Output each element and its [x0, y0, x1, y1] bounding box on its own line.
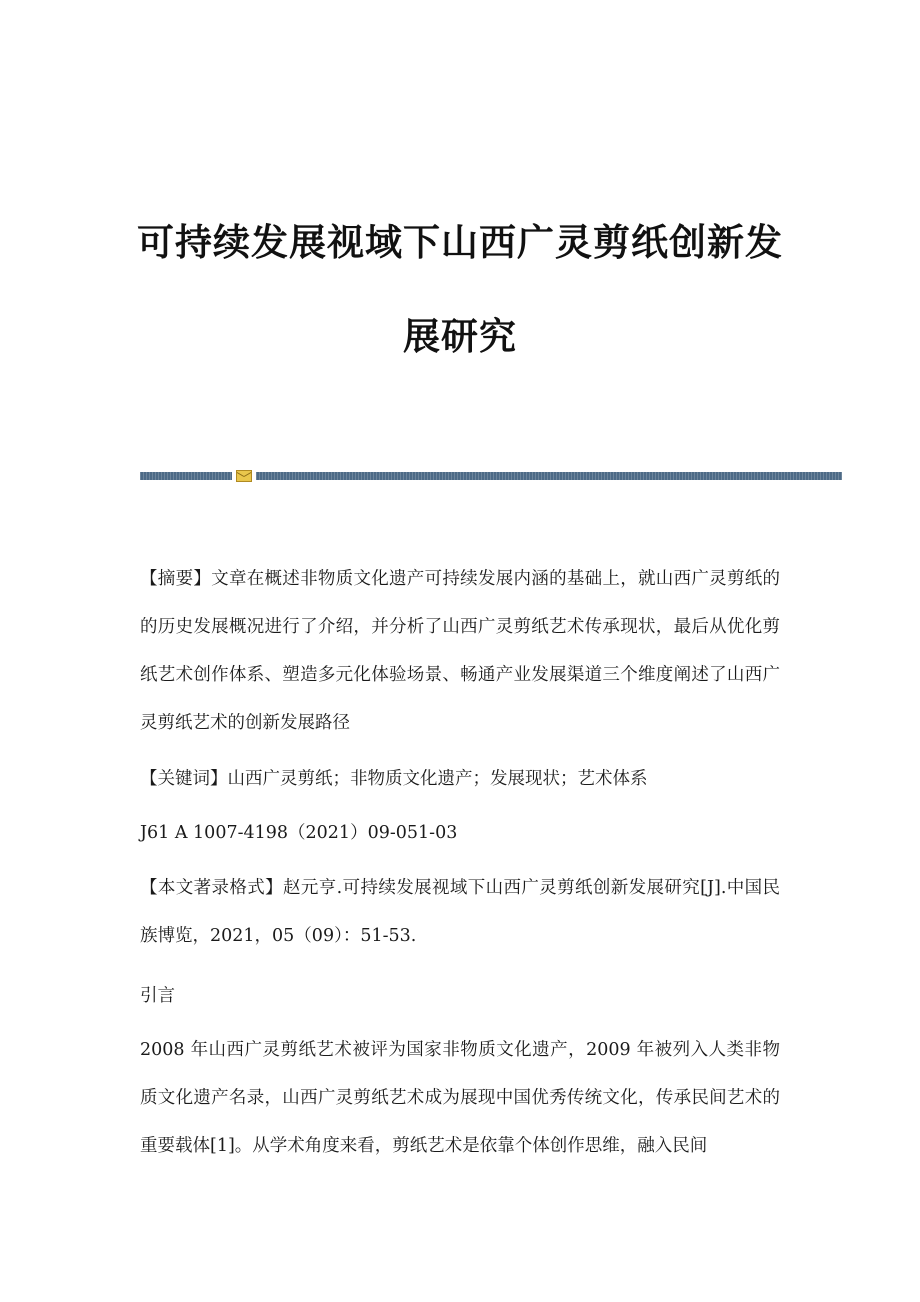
divider-bar-left — [140, 472, 232, 480]
abstract-label: 【摘要】 — [140, 569, 212, 589]
keywords-paragraph — [140, 755, 780, 803]
title-line-1: 可持续发展视域下山西广灵剪纸创新发 — [137, 221, 783, 264]
abstract-text: 文章在概述非物质文化遗产可持续发展内涵的基础上，就山西广灵剪纸的的历史发展概况进行了介绍，并分析了山西广灵剪纸艺术传承现状，最后从优化剪纸艺术创作体系、塑造多元化体验场景、畅通产业发展渠道三个维度阐述了山西广灵剪纸艺术的创新发展路径 — [140, 569, 781, 733]
title-line-2: 展研究 — [403, 315, 517, 358]
citation-text: 赵元亨.可持续发展视域下山西广灵剪纸创新发展研究[J].中国民族博览，2021，05（09）：51-53. — [140, 878, 781, 946]
keywords-text: 山西广灵剪纸；非物质文化遗产；发展现状；艺术体系 — [227, 769, 648, 789]
intro-body: 2008 年山西广灵剪纸艺术被评为国家非物质文化遗产，2009 年被列入人类非物质文化遗产名录，山西广灵剪纸艺术成为展现中国优秀传统文化，传承民间艺术的重要载体[1]。从学术角度来看，剪纸艺术是依靠个体创作思维，融入民间 — [140, 1040, 780, 1156]
title-divider — [140, 470, 842, 482]
citation-paragraph — [140, 864, 780, 960]
mail-icon — [236, 470, 252, 482]
classification-code: J61 A 1007-4198（2021）09-051-03 — [140, 823, 458, 843]
abstract-paragraph — [140, 555, 780, 747]
keywords-label: 【关键词】 — [140, 769, 228, 789]
citation-label: 【本文著录格式】 — [140, 878, 284, 898]
divider-bar-right — [256, 472, 842, 480]
intro-heading: 引言 — [140, 986, 175, 1006]
